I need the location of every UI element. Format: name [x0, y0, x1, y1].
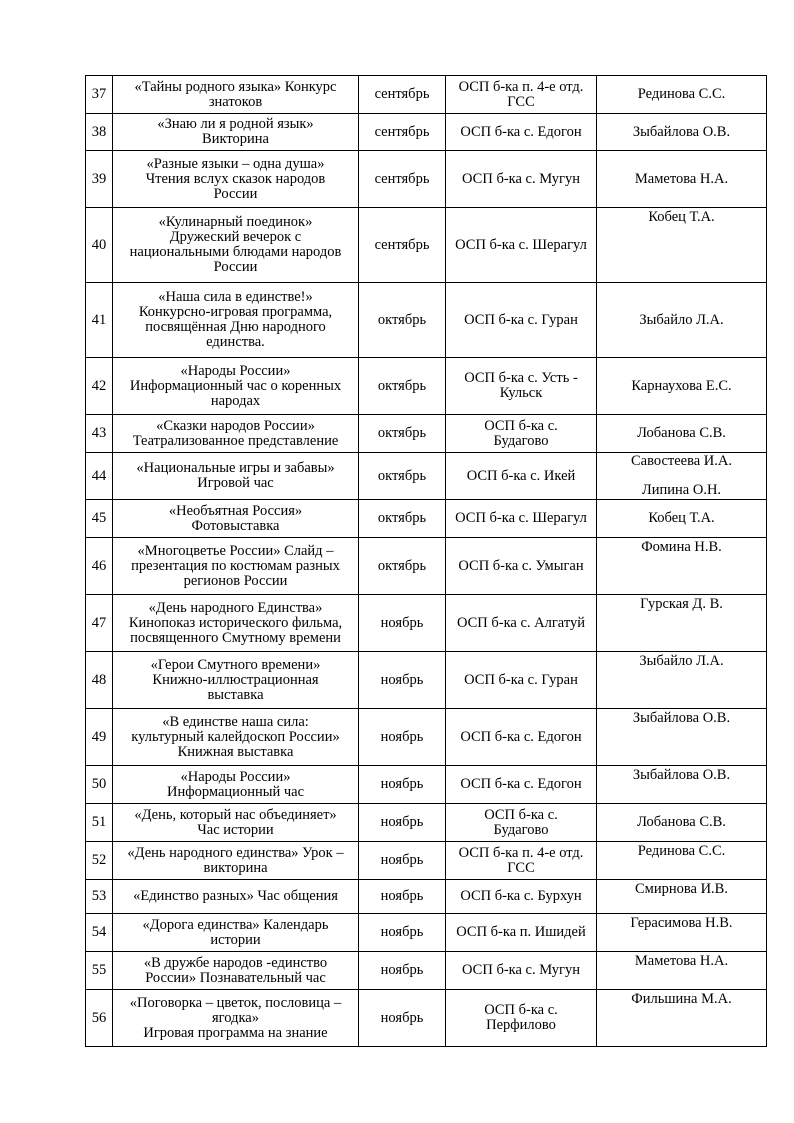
event-title-cell: [113, 766, 359, 804]
responsible-cell: [597, 914, 767, 952]
event-title-cell: [113, 842, 359, 880]
event-place-cell: [446, 415, 597, 453]
responsible-name: Рединова С.С.: [637, 843, 726, 859]
event-place-line: ОСП б-ка с. Едогон: [460, 123, 582, 140]
table-row: [86, 842, 767, 880]
table-row: [86, 151, 767, 208]
event-title-line: «Народы России»: [180, 362, 291, 379]
event-month: ноябрь: [359, 842, 446, 880]
event-place-cell: [446, 880, 597, 914]
responsible-name: Кобец Т.А.: [648, 510, 715, 526]
event-title-line: знатоков: [208, 93, 263, 110]
row-number: 41: [86, 283, 113, 358]
responsible-cell: [597, 358, 767, 415]
event-title-line: «Народы России»: [180, 768, 291, 785]
event-title-line: России: [213, 185, 258, 202]
responsible-cell: [597, 151, 767, 208]
event-month: сентябрь: [359, 76, 446, 114]
responsible-name: [598, 469, 765, 483]
event-title-line: Конкурсно-игровая программа,: [138, 304, 333, 320]
row-number: 40: [86, 208, 113, 283]
event-title-cell: [113, 880, 359, 914]
event-title-line: «День, который нас объединяет»: [134, 806, 337, 823]
responsible-name: Фомина Н.В.: [641, 539, 722, 555]
event-title-line: посвященного Смутному времени: [130, 629, 341, 646]
responsible-cell: [597, 595, 767, 652]
responsible-name: Маметова Н.А.: [634, 953, 729, 969]
event-title-cell: [113, 500, 359, 538]
event-title-line: «Необъятная Россия»: [168, 502, 303, 519]
event-place-line: ОСП б-ка с. Умыган: [458, 557, 584, 574]
row-number: 46: [86, 538, 113, 595]
row-number: 37: [86, 76, 113, 114]
event-place-line: ОСП б-ка с.: [484, 417, 558, 434]
responsible-name: Лобанова С.В.: [637, 814, 726, 830]
event-title-line: «Знаю ли я родной язык»: [157, 116, 314, 132]
row-number: 45: [86, 500, 113, 538]
table-row: [86, 709, 767, 766]
row-number: 49: [86, 709, 113, 766]
event-title-line: народах: [210, 392, 261, 409]
responsible-cell: [597, 208, 767, 283]
responsible-cell: [597, 76, 767, 114]
event-place-line: ОСП б-ка с.: [484, 806, 558, 823]
event-place-cell: [446, 151, 597, 208]
event-title-cell: [113, 952, 359, 990]
event-title-line: культурный калейдоскоп России»: [131, 728, 340, 745]
event-title-line: Игровой час: [197, 475, 274, 491]
responsible-cell: [597, 804, 767, 842]
event-month: ноябрь: [359, 990, 446, 1047]
row-number: 43: [86, 415, 113, 453]
table-row: [86, 76, 767, 114]
event-title-cell: [113, 358, 359, 415]
responsible-name: Зыбайлова О.В.: [632, 767, 731, 783]
event-place-line: Будагово: [493, 432, 549, 449]
event-title-cell: [113, 283, 359, 358]
event-month: сентябрь: [359, 151, 446, 208]
event-title-line: Театрализованное представление: [132, 432, 339, 449]
event-title-cell: [113, 990, 359, 1047]
row-number: 50: [86, 766, 113, 804]
event-title-cell: [113, 804, 359, 842]
event-title-line: презентация по костюмам разных: [131, 557, 340, 574]
event-month: ноябрь: [359, 952, 446, 990]
row-number: 42: [86, 358, 113, 415]
event-title-cell: [113, 114, 359, 151]
event-place-cell: [446, 595, 597, 652]
responsible-name: Гурская Д. В.: [640, 596, 723, 612]
row-number: 47: [86, 595, 113, 652]
event-title-line: Фотовыставка: [191, 517, 280, 534]
responsible-cell: [597, 453, 767, 500]
table-row: [86, 283, 767, 358]
row-number: 55: [86, 952, 113, 990]
event-title-cell: [113, 914, 359, 952]
responsible-name: Зыбайлова О.В.: [632, 123, 731, 140]
event-title-line: «День народного Единства»: [148, 599, 323, 616]
responsible-cell: [597, 538, 767, 595]
event-place-cell: [446, 283, 597, 358]
event-place-line: ОСП б-ка с. Икей: [466, 467, 576, 484]
responsible-cell: [597, 652, 767, 709]
event-title-line: «В дружбе народов -единство: [143, 954, 328, 971]
event-title-line: посвящённая Дню народного: [145, 319, 326, 335]
event-title-line: истории: [210, 931, 261, 948]
responsible-name: Герасимова Н.В.: [630, 915, 733, 931]
event-place-line: ОСП б-ка с. Гуран: [464, 311, 578, 328]
row-number: 56: [86, 990, 113, 1047]
event-title-line: Час истории: [197, 821, 274, 838]
event-place-line: ОСП б-ка с.: [484, 1002, 558, 1018]
event-title-cell: [113, 709, 359, 766]
event-month: октябрь: [359, 415, 446, 453]
event-title-line: Викторина: [202, 131, 269, 147]
event-place-line: ОСП б-ка с. Едогон: [460, 776, 582, 792]
responsible-name: Карнаухова Е.С.: [631, 377, 732, 394]
event-title-line: ягодка»: [212, 1009, 259, 1026]
responsible-name: Липина О.Н.: [641, 482, 722, 498]
event-title-line: Информационный час: [167, 783, 304, 800]
event-place-cell: [446, 453, 597, 500]
table-row: [86, 500, 767, 538]
event-title-cell: [113, 415, 359, 453]
event-month: октябрь: [359, 453, 446, 500]
event-place-line: ОСП б-ка п. 4-е отд.: [458, 844, 584, 861]
responsible-cell: [597, 842, 767, 880]
event-month: ноябрь: [359, 766, 446, 804]
responsible-name: Рединова С.С.: [637, 86, 726, 102]
event-month: октябрь: [359, 538, 446, 595]
event-title-line: России: [213, 259, 258, 275]
event-place-line: ОСП б-ка с. Едогон: [460, 728, 582, 745]
event-month: сентябрь: [359, 208, 446, 283]
responsible-name: Фильшина М.А.: [631, 991, 732, 1007]
event-title-line: «Многоцветье России» Слайд –: [137, 542, 334, 559]
event-title-line: «Тайны родного языка» Конкурс: [134, 78, 337, 95]
event-month: ноябрь: [359, 804, 446, 842]
responsible-name: Маметова Н.А.: [634, 170, 729, 187]
event-title-line: выставка: [207, 686, 264, 703]
event-place-line: ОСП б-ка с. Гуран: [464, 671, 578, 688]
event-place-line: ОСП б-ка п. Ишидей: [456, 924, 586, 940]
event-title-line: «День народного единства» Урок –: [127, 844, 344, 861]
event-title-cell: [113, 538, 359, 595]
table-row: [86, 114, 767, 151]
event-title-line: «Сказки народов России»: [156, 417, 315, 434]
responsible-name: Зыбайлова О.В.: [632, 710, 731, 726]
event-place-cell: [446, 500, 597, 538]
responsible-cell: [597, 990, 767, 1047]
event-title-cell: [113, 76, 359, 114]
responsible-cell: [597, 952, 767, 990]
event-title-line: Кинопоказ исторического фильма,: [128, 614, 343, 631]
event-month: ноябрь: [359, 880, 446, 914]
event-place-line: ГСС: [507, 93, 535, 110]
responsible-name: Зыбайло Л.А.: [639, 653, 724, 669]
event-place-cell: [446, 914, 597, 952]
table-row: [86, 952, 767, 990]
table-row: [86, 453, 767, 500]
responsible-cell: [597, 880, 767, 914]
responsible-cell: [597, 766, 767, 804]
event-title-line: Книжная выставка: [177, 743, 294, 760]
event-place-line: Кульск: [499, 385, 543, 401]
event-title-cell: [113, 208, 359, 283]
responsible-cell: [597, 283, 767, 358]
event-place-line: Перфилово: [486, 1017, 556, 1033]
event-title-line: «Герои Смутного времени»: [150, 656, 321, 673]
event-place-line: Будагово: [493, 821, 549, 838]
event-place-cell: [446, 114, 597, 151]
event-place-cell: [446, 952, 597, 990]
responsible-cell: [597, 709, 767, 766]
event-title-line: регионов России: [183, 572, 288, 589]
row-number: 38: [86, 114, 113, 151]
table-row: [86, 538, 767, 595]
row-number: 48: [86, 652, 113, 709]
event-title-line: России» Познавательный час: [145, 969, 326, 986]
event-place-cell: [446, 652, 597, 709]
row-number: 54: [86, 914, 113, 952]
event-title-cell: [113, 595, 359, 652]
table-row: [86, 914, 767, 952]
event-place-cell: [446, 990, 597, 1047]
event-place-line: ОСП б-ка с. Шерагул: [455, 236, 587, 253]
event-place-line: ГСС: [507, 859, 535, 876]
table-row: [86, 804, 767, 842]
event-place-cell: [446, 842, 597, 880]
event-place-cell: [446, 358, 597, 415]
event-place-line: ОСП б-ка с. Мугун: [462, 962, 580, 978]
event-title-cell: [113, 151, 359, 208]
responsible-name: Савостеева И.А.: [630, 453, 733, 469]
event-title-cell: [113, 453, 359, 500]
event-place-line: ОСП б-ка п. 4-е отд.: [458, 78, 584, 95]
event-title-line: «Национальные игры и забавы»: [136, 460, 335, 476]
event-month: октябрь: [359, 358, 446, 415]
event-place-line: ОСП б-ка с. Алгатуй: [456, 614, 586, 631]
table-row: [86, 990, 767, 1047]
table-row: [86, 766, 767, 804]
event-title-line: Книжно-иллюстрационная: [152, 671, 319, 688]
event-title-line: «Поговорка – цветок, пословица –: [129, 994, 342, 1011]
event-title-line: Дружеский вечерок с: [169, 229, 302, 245]
event-month: ноябрь: [359, 652, 446, 709]
event-place-line: ОСП б-ка с. Мугун: [462, 170, 580, 187]
event-title-line: «Разные языки – одна душа»: [146, 155, 325, 172]
event-place-cell: [446, 208, 597, 283]
table-row: [86, 208, 767, 283]
event-place-line: ОСП б-ка с. Шерагул: [455, 510, 587, 526]
responsible-cell: [597, 500, 767, 538]
responsible-name: Зыбайло Л.А.: [639, 311, 724, 328]
event-title-line: «В единстве наша сила:: [162, 713, 309, 730]
event-month: октябрь: [359, 500, 446, 538]
event-place-cell: [446, 709, 597, 766]
responsible-name: Кобец Т.А.: [648, 209, 715, 225]
row-number: 44: [86, 453, 113, 500]
event-title-line: «Дорога единства» Календарь: [142, 916, 329, 933]
event-month: ноябрь: [359, 595, 446, 652]
event-place-cell: [446, 76, 597, 114]
event-month: ноябрь: [359, 709, 446, 766]
responsible-cell: [597, 114, 767, 151]
events-table: [85, 75, 767, 1047]
table-row: [86, 595, 767, 652]
event-place-cell: [446, 538, 597, 595]
event-title-line: единства.: [206, 334, 265, 350]
responsible-name: Лобанова С.В.: [637, 425, 726, 441]
event-month: ноябрь: [359, 914, 446, 952]
event-title-line: «Наша сила в единстве!»: [158, 289, 313, 305]
event-place-cell: [446, 766, 597, 804]
event-place-line: ОСП б-ка с. Усть -: [464, 370, 578, 386]
row-number: 39: [86, 151, 113, 208]
event-place-line: ОСП б-ка с. Бурхун: [460, 888, 582, 904]
event-title-line: «Кулинарный поединок»: [158, 214, 313, 230]
event-month: октябрь: [359, 283, 446, 358]
event-title-line: Информационный час о коренных: [129, 377, 342, 394]
table-row: [86, 415, 767, 453]
event-month: сентябрь: [359, 114, 446, 151]
row-number: 51: [86, 804, 113, 842]
table-row: [86, 358, 767, 415]
row-number: 52: [86, 842, 113, 880]
event-title-line: «Единство разных» Час общения: [133, 888, 338, 904]
event-title-line: Игровая программа на знание: [143, 1024, 328, 1041]
events-table-body: [86, 76, 767, 1047]
table-row: [86, 652, 767, 709]
table-row: [86, 880, 767, 914]
event-title-line: викторина: [203, 859, 268, 876]
event-title-line: Чтения вслух сказок народов: [145, 170, 326, 187]
event-title-line: национальными блюдами народов: [129, 244, 342, 260]
event-title-cell: [113, 652, 359, 709]
responsible-cell: [597, 415, 767, 453]
row-number: 53: [86, 880, 113, 914]
responsible-name: Смирнова И.В.: [635, 881, 728, 897]
event-place-cell: [446, 804, 597, 842]
